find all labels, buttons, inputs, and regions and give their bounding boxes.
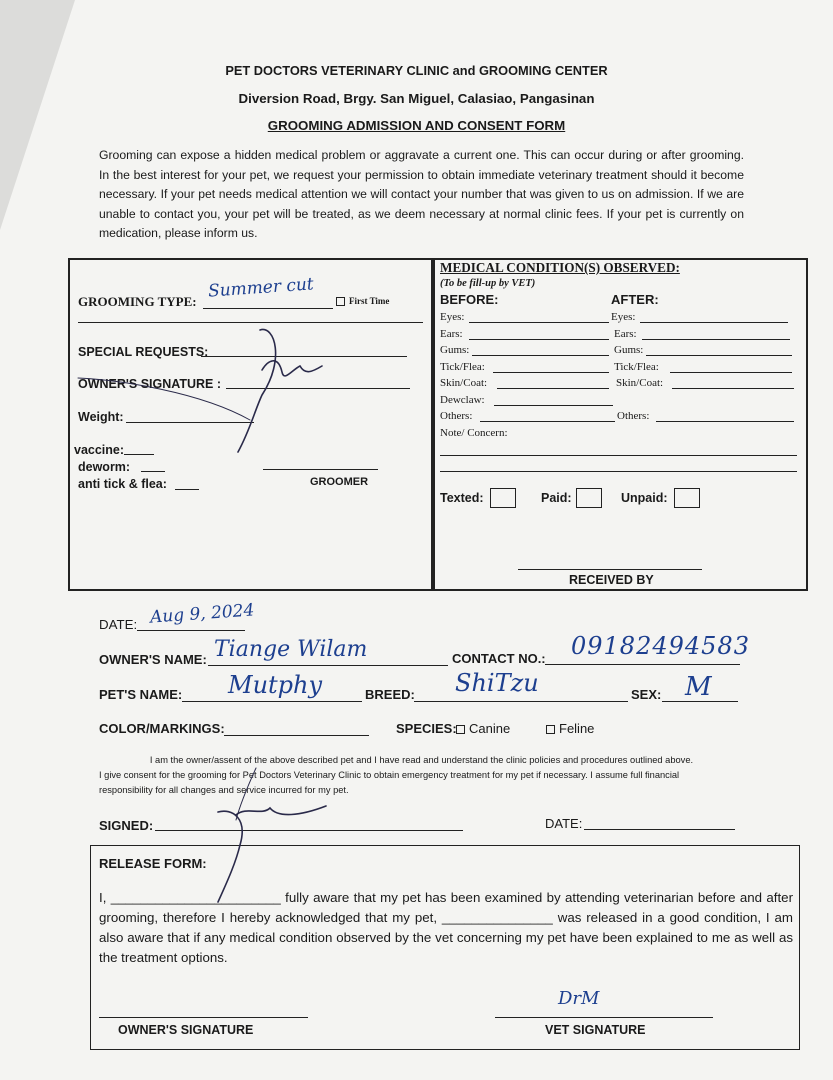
before-skin: Skin/Coat:	[440, 377, 488, 389]
unpaid-label: Unpaid:	[621, 491, 668, 505]
after-others: Others:	[617, 410, 650, 422]
after-skin-line[interactable]	[672, 388, 794, 389]
sex-value: M	[685, 672, 712, 702]
feline-checkbox[interactable]	[546, 725, 555, 734]
after-ears: Ears:	[614, 328, 637, 340]
note-line-2[interactable]	[440, 471, 797, 472]
species-label: SPECIES:	[396, 721, 457, 736]
before-ears: Ears:	[440, 328, 463, 340]
feline-option[interactable]	[546, 721, 594, 736]
sex-label: SEX:	[631, 687, 662, 702]
after-tick: Tick/Flea:	[614, 361, 659, 373]
received-by-line[interactable]	[518, 569, 702, 570]
grooming-extra-line	[78, 322, 423, 323]
anti-tick-line[interactable]	[175, 489, 199, 490]
before-gums: Gums:	[440, 344, 470, 356]
pet-name-line[interactable]	[182, 701, 362, 702]
paid-label: Paid:	[541, 491, 572, 505]
clinic-address: Diversion Road, Brgy. San Miguel, Calasiao, Pangasinan	[238, 91, 595, 106]
texted-checkbox[interactable]	[490, 488, 516, 508]
release-title: RELEASE FORM:	[99, 856, 207, 871]
vaccine-line[interactable]	[124, 454, 154, 455]
deworm-line[interactable]	[141, 471, 165, 472]
owner-name-label: OWNER'S NAME:	[99, 652, 207, 667]
vet-initials: DrM	[558, 988, 600, 1009]
owner-name-line[interactable]	[208, 665, 448, 666]
weight-line[interactable]	[126, 422, 254, 423]
paid-checkbox[interactable]	[576, 488, 602, 508]
before-dewclaw: Dewclaw:	[440, 394, 485, 406]
after-ears-line[interactable]	[642, 339, 790, 340]
owner-signature-line[interactable]	[226, 388, 410, 389]
pet-name-label: PET'S NAME:	[99, 687, 183, 702]
special-requests-label: SPECIAL REQUESTS:	[78, 345, 209, 359]
clinic-name: PET DOCTORS VETERINARY CLINIC and GROOMING CENTER	[225, 63, 608, 78]
before-tick-line[interactable]	[493, 372, 609, 373]
note-label: Note/ Concern:	[440, 427, 508, 439]
date-value: Aug 9, 2024	[149, 600, 255, 628]
anti-tick-label: anti tick & flea:	[78, 477, 167, 491]
canine-label: Canine	[469, 721, 511, 736]
after-eyes-line[interactable]	[640, 322, 788, 323]
after-heading: AFTER:	[611, 292, 659, 307]
canine-checkbox[interactable]	[456, 725, 465, 734]
medical-subtitle: (To be fill-up by VET)	[440, 278, 536, 289]
consent-line-3: responsibility for all changes and service incurred for my pet.	[99, 785, 349, 795]
before-ears-line[interactable]	[469, 339, 609, 340]
consent-line-2: I give consent for the grooming for Pet Doctors Veterinary Clinic to obtain emergency treatment for my pet if necessary. I assume full financial	[99, 770, 680, 780]
before-gums-line[interactable]	[472, 355, 609, 356]
grooming-type-label: GROOMING TYPE:	[78, 294, 197, 309]
after-skin: Skin/Coat:	[616, 377, 664, 389]
first-time-checkbox[interactable]	[336, 297, 345, 306]
owner-name-value: Tiange Wilam	[214, 637, 368, 662]
canine-option[interactable]	[456, 721, 510, 736]
breed-label: BREED:	[365, 687, 415, 702]
contact-label: CONTACT NO.:	[452, 651, 546, 666]
color-label: COLOR/MARKINGS:	[99, 721, 225, 736]
release-text: I, _______________________ fully aware that my pet has been examined by attending veterinarian before and after grooming, therefore I hereby acknowledged that my pet, _______________ was released in a good condition, I am also aware that if any medical condition observed by the vet concerning my pet have been explained to me as well as the treatment options.	[99, 890, 793, 965]
owner-sig-line[interactable]	[99, 1017, 308, 1018]
after-gums: Gums:	[614, 344, 644, 356]
after-eyes: Eyes:	[611, 311, 636, 323]
after-gums-line[interactable]	[646, 355, 792, 356]
before-dewclaw-line[interactable]	[494, 405, 613, 406]
intro-paragraph: Grooming can expose a hidden medical problem or aggravate a current one. This can occur during or after grooming. In the best interest for your pet, we request your permission to obtain immediate veterinary treatment should it become necessary. If your pet needs medical attention we will contact your number that was given to us on admission. If we are unable to contact you, your pet will be treated, as we deem necessary at normal clinic fees. If your pet is currently on medication, please inform us.	[99, 148, 744, 240]
note-line-1[interactable]	[440, 455, 797, 456]
grooming-type-line[interactable]	[203, 308, 333, 309]
before-heading: BEFORE:	[440, 292, 499, 307]
vaccine-label: vaccine:	[74, 443, 125, 457]
signed-line[interactable]	[155, 830, 463, 831]
groomer-line[interactable]	[263, 469, 378, 470]
deworm-label: deworm:	[78, 460, 131, 474]
unpaid-checkbox[interactable]	[674, 488, 700, 508]
color-line[interactable]	[224, 735, 369, 736]
consent-line-1: I am the owner/assent of the above described pet and I have read and understand the clinic policies and procedures outlined above.	[149, 755, 694, 765]
first-time-option[interactable]	[336, 296, 389, 306]
owner-signature-label: OWNER'S SIGNATURE :	[78, 377, 222, 391]
medical-box	[431, 258, 808, 591]
date-line[interactable]	[137, 630, 245, 631]
consent-statement	[99, 753, 744, 798]
contact-line[interactable]	[545, 664, 740, 665]
after-tick-line[interactable]	[670, 372, 792, 373]
feline-label: Feline	[559, 721, 595, 736]
after-others-line[interactable]	[656, 421, 794, 422]
before-eyes-line[interactable]	[469, 322, 609, 323]
contact-value: 09182494583	[571, 632, 750, 660]
form-title: GROOMING ADMISSION AND CONSENT FORM	[267, 118, 566, 133]
before-others: Others:	[440, 410, 473, 422]
date-label: DATE:	[99, 617, 138, 632]
special-requests-line[interactable]	[201, 356, 407, 357]
before-eyes: Eyes:	[440, 311, 465, 323]
first-time-label: First Time	[349, 296, 390, 306]
before-skin-line[interactable]	[497, 388, 609, 389]
pet-name-value: Mutphy	[228, 671, 323, 699]
consent-date-label: DATE:	[545, 816, 583, 831]
before-tick: Tick/Flea:	[440, 361, 485, 373]
before-others-line[interactable]	[480, 421, 615, 422]
scan-shadow	[0, 0, 75, 230]
groomer-label: GROOMER	[310, 476, 369, 488]
vet-sig-label: VET SIGNATURE	[545, 1023, 646, 1037]
texted-label: Texted:	[440, 491, 484, 505]
consent-date-line[interactable]	[584, 829, 735, 830]
medical-title: MEDICAL CONDITION(S) OBSERVED:	[440, 260, 680, 275]
breed-value: ShiTzu	[455, 669, 539, 697]
signed-label: SIGNED:	[99, 818, 154, 833]
vet-sig-line[interactable]	[495, 1017, 713, 1018]
grooming-type-value: Summer cut	[207, 274, 315, 302]
breed-line[interactable]	[414, 701, 628, 702]
owner-sig-label: OWNER'S SIGNATURE	[118, 1023, 254, 1037]
weight-label: Weight:	[78, 410, 124, 424]
received-by-label: RECEIVED BY	[569, 573, 654, 587]
